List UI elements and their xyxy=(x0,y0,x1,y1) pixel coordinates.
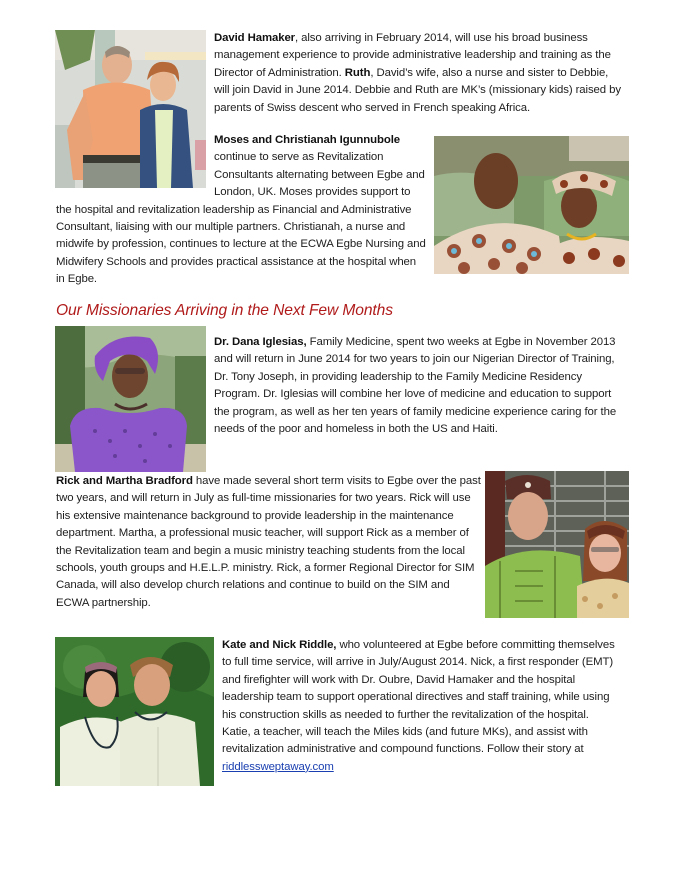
igunnubole-paragraph-cont: the hospital and revitalization leadership as Financial and Administrative Consultant, liaising with our multiple partners. Christianah, a nurse and midwife by profession, continues to lecture at the ECWA Egbe Nursing and Midwifery Schools and provides practical assistance at the hospital when in Egbe. xyxy=(56,203,426,286)
bradford-name: Rick and Martha Bradford xyxy=(56,475,193,487)
riddle-paragraph: Kate and Nick Riddle, who volunteered at Egbe before committing themselves to full time service, will arrive in July/August 2014. Nick, a first responder (EMT) and firefighter will work with Dr. Oubre, David Hamaker and the hospital leadership team to support operational directives and staff training, while using his construction skills as needed to further the revitalization of the hospital. Katie, a teacher, will teach the Miles kids (and future MKs), and assist with revitalization administrative and compound functions. Follow their story at riddlessweptaway.com xyxy=(222,639,615,773)
igunnubole-name: Moses and Christianah Igunnubole xyxy=(214,134,401,146)
iglesias-name: Dr. Dana Iglesias, xyxy=(214,336,307,348)
iglesias-photo xyxy=(55,326,206,472)
section-heading: Our Missionaries Arriving in the Next Few Months xyxy=(56,302,393,319)
bradford-paragraph: Rick and Martha Bradford have made several short term visits to Egbe over the past two years, and will return in July as full-time missionaries for two years. Rick will use his extensive maintenance background to provide leadership in the maintenance department. Martha, a professional music teacher, will support Rick as a member of the Revitalization team and begin a music ministry teaching students from the local schools, youth groups and H.E.L.P. ministry. Rick, a former Regional Director for SIM Canada, will also develop church relations and continue to build on the SIM and ECWA partnership. xyxy=(56,475,481,609)
igunnubole-paragraph: Moses and Christianah Igunnubole continue to serve as Revitalization Consultants alternating between Egbe and London, UK. Moses provides support to xyxy=(214,134,425,199)
hamaker-photo xyxy=(55,30,206,188)
riddle-website-link[interactable]: riddlessweptaway.com xyxy=(222,760,334,773)
hamaker-paragraph: David Hamaker, also arriving in February 2014, will use his broad business management experience to provide administrative leadership and training as the Director of Administration. Ruth, David’s wife, also a nurse and sister to Debbie, will join David in June 2014. Debbie and Ruth are MK’s (missionary kids) raised by parents of Swiss descent who served in French speaking Africa. xyxy=(214,32,621,114)
ruth-name: Ruth xyxy=(344,66,371,79)
igunnubole-photo xyxy=(434,136,629,274)
iglesias-paragraph: Dr. Dana Iglesias, Family Medicine, spent two weeks at Egbe in November 2013 and will return in June 2014 for two years to join our Nigerian Director of Training, Dr. Tony Joseph, in providing leadership to the Family Medicine Residency Program. Dr. Iglesias will combine her love of medicine and education to support the program, as well as her ten years of family medicine experience caring for the needs of the poor and homeless in both the US and Haiti. xyxy=(214,336,617,436)
hamaker-name: David Hamaker xyxy=(214,32,296,44)
riddle-photo xyxy=(55,637,214,786)
riddle-name: Kate and Nick Riddle, xyxy=(222,639,337,651)
bradford-photo xyxy=(485,471,629,618)
